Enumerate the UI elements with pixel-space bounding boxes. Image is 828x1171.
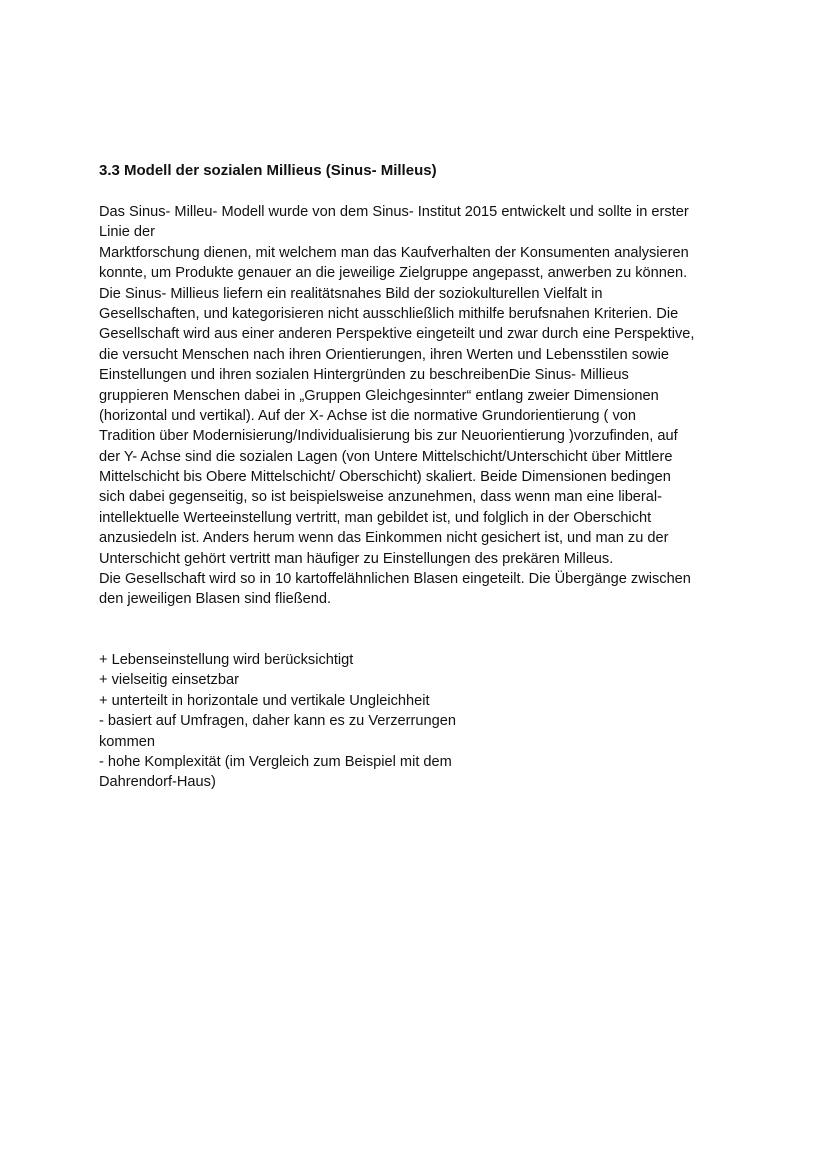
- paragraph-line: den jeweiligen Blasen sind fließend.: [99, 591, 332, 608]
- paragraph-line: die versucht Menschen nach ihren Orientierungen, ihren Werten und Lebensstilen sowie: [99, 346, 670, 363]
- section-heading: 3.3 Modell der sozialen Millieus (Sinus- Milleus): [99, 162, 437, 179]
- paragraph-line: Einstellungen und ihren sozialen Hintergründen zu beschreibenDie Sinus- Millieus: [99, 367, 629, 384]
- paragraph-line: der Y- Achse sind die sozialen Lagen (von Untere Mittelschicht/Unterschicht über Mittlere: [99, 448, 673, 465]
- pros-cons-list: [99, 650, 519, 793]
- paragraph-line: Gesellschaft wird aus einer anderen Perspektive eingeteilt und zwar durch eine Perspektive,: [99, 326, 695, 343]
- paragraph-line: anzusiedeln ist. Anders herum wenn das Einkommen nicht gesichert ist, und man zu der: [99, 530, 669, 547]
- list-item: - hohe Komplexität (im Vergleich zum Beispiel mit dem: [99, 753, 452, 770]
- list-item: - basiert auf Umfragen, daher kann es zu Verzerrungen: [99, 713, 456, 730]
- list-item: Dahrendorf-Haus): [99, 774, 216, 791]
- list-item: + unterteilt in horizontale und vertikale Ungleichheit: [99, 692, 430, 709]
- paragraph-line: Linie der: [99, 224, 155, 241]
- paragraph-line: Die Sinus- Millieus liefern ein realitätsnahes Bild der soziokulturellen Vielfalt in: [99, 285, 603, 302]
- paragraph-line: sich dabei gegenseitig, so ist beispielsweise anzunehmen, dass wenn man eine liberal-: [99, 489, 662, 506]
- list-item: + Lebenseinstellung wird berücksichtigt: [99, 652, 354, 668]
- body-paragraph: [99, 202, 739, 610]
- paragraph-line: Mittelschicht bis Obere Mittelschicht/ Oberschicht) skaliert. Beide Dimensionen bedingen: [99, 469, 671, 486]
- paragraph-line: Die Gesellschaft wird so in 10 kartoffelähnlichen Blasen eingeteilt. Die Übergänge zwischen: [99, 571, 691, 588]
- paragraph-line: intellektuelle Werteeinstellung vertritt, man gebildet ist, und folglich in der Oberschicht: [99, 509, 652, 526]
- paragraph-line: (horizontal und vertikal). Auf der X- Achse ist die normative Grundorientierung ( von: [99, 407, 636, 424]
- paragraph-line: Tradition über Modernisierung/Individualisierung bis zur Neuorientierung )vorzufinden, auf: [99, 428, 678, 445]
- paragraph-line: Das Sinus- Milleu- Modell wurde von dem Sinus- Institut 2015 entwickelt und sollte in erster: [99, 204, 689, 220]
- paragraph-line: Gesellschaften, und kategorisieren nicht ausschließlich mithilfe berufsnahen Kriterien. Die: [99, 305, 679, 322]
- list-item: + vielseitig einsetzbar: [99, 672, 239, 689]
- paragraph-line: Marktforschung dienen, mit welchem man das Kaufverhalten der Konsumenten analysieren: [99, 244, 689, 261]
- list-item: kommen: [99, 733, 155, 750]
- paragraph-line: gruppieren Menschen dabei in „Gruppen Gleichgesinnter“ entlang zweier Dimensionen: [99, 387, 659, 404]
- paragraph-line: Unterschicht gehört vertritt man häufiger zu Einstellungen des prekären Milleus.: [99, 550, 614, 567]
- paragraph-line: konnte, um Produkte genauer an die jeweilige Zielgruppe angepasst, anwerben zu können.: [99, 265, 688, 282]
